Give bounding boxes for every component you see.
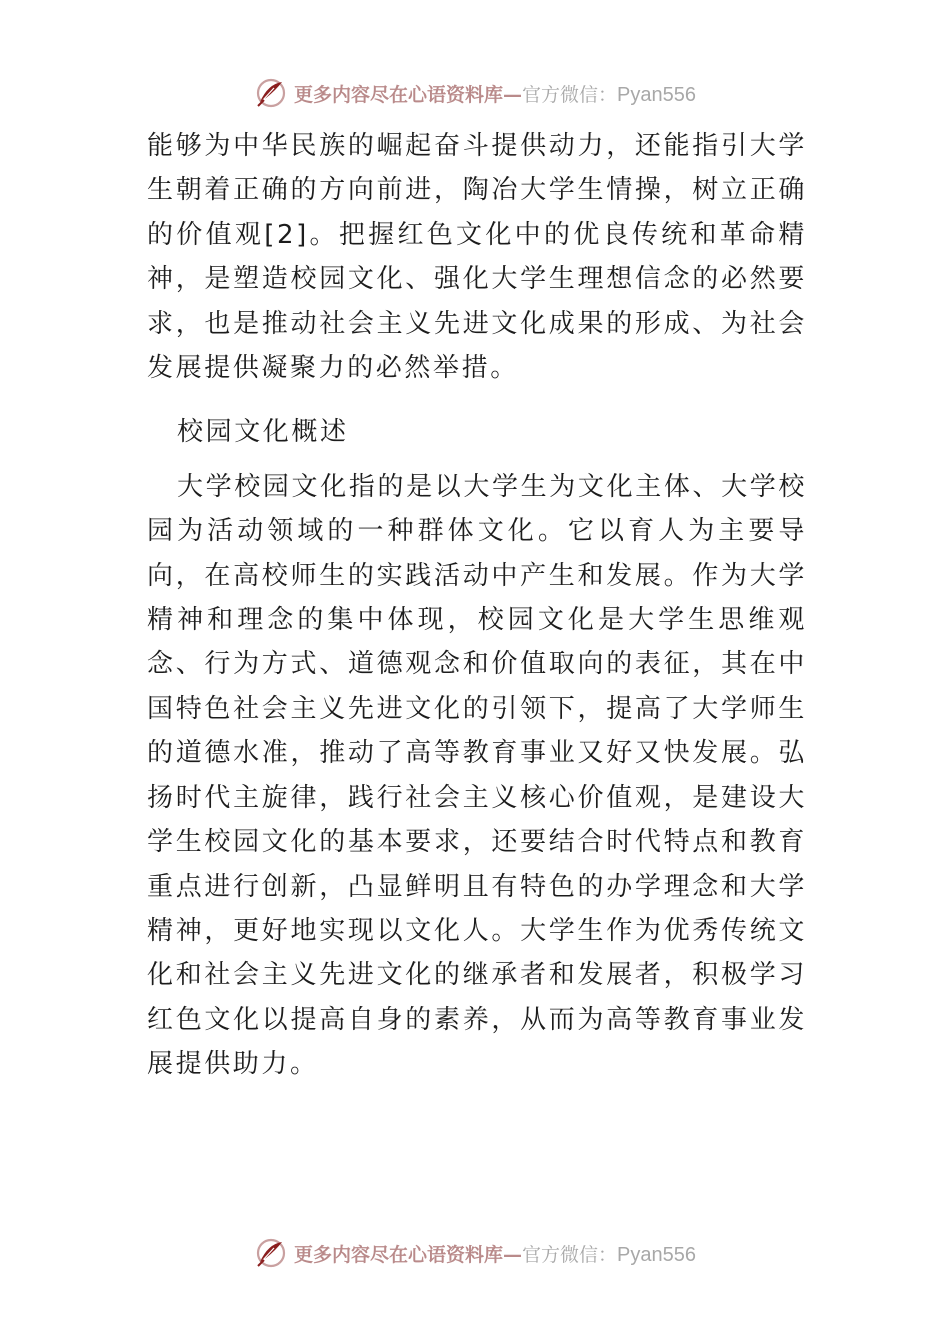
document-body xyxy=(147,124,807,1087)
spacer xyxy=(147,390,807,400)
pen-nib-logo-icon xyxy=(254,1236,288,1270)
footer-banner xyxy=(0,1233,950,1273)
pen-nib-logo-icon xyxy=(254,76,288,110)
section-heading: 校园文化概述 xyxy=(177,417,349,448)
footer-banner-wechat xyxy=(522,1244,696,1266)
header-banner-text xyxy=(294,80,696,107)
footer-banner-library: 更多内容尽在心语资料库— xyxy=(294,1243,523,1266)
header-banner-content xyxy=(254,76,696,110)
paragraph-campus-culture: 大学校园文化指的是以大学生为文化主体、大学校园为活动领域的一种群体文化。它以育人为主要导向，在高校师生的实践活动中产生和发展。作为大学精神和理念的集中体现，校园文化是大学生思维观念、行为方式、道德观念和价值取向的表征，其在中国特色社会主义先进文化的引领下，提高了大学师生的道德水准，推动了高等教育事业又好又快发展。弘扬时代主旋律，践行社会主义核心价值观，是建设大学生校园文化的基本要求，还要结合时代特点和教育重点进行创新，凸显鲜明且有特色的办学理念和大学精神，更好地实现以文化人。大学生作为优秀传统文化和社会主义先进文化的继承者和发展者，积极学习红色文化以提高自身的素养，从而为高等教育事业发展提供助力。 xyxy=(147,471,807,1080)
paragraph-continued: 能够为中华民族的崛起奋斗提供动力，还能指引大学生朝着正确的方向前进，陶冶大学生情操，树立正确的价值观[2]。把握红色文化中的优良传统和革命精神，是塑造校园文化、强化大学生理想信念的必然要求，也是推动社会主义先进文化成果的形成、为社会发展提供凝聚力的必然举措。 xyxy=(147,131,807,384)
footer-banner-wechat-id: Pyan556 xyxy=(617,1243,696,1266)
footer-banner-wechat-label: 官方微信： xyxy=(522,1243,618,1266)
footer-banner-content xyxy=(254,1236,696,1270)
header-banner-library: 更多内容尽在心语资料库— xyxy=(294,83,523,106)
header-banner-wechat-id: Pyan556 xyxy=(617,83,696,106)
header-banner-wechat xyxy=(522,84,696,106)
header-banner-wechat-label: 官方微信： xyxy=(522,83,618,106)
header-banner xyxy=(0,73,950,113)
footer-banner-text xyxy=(294,1240,696,1267)
